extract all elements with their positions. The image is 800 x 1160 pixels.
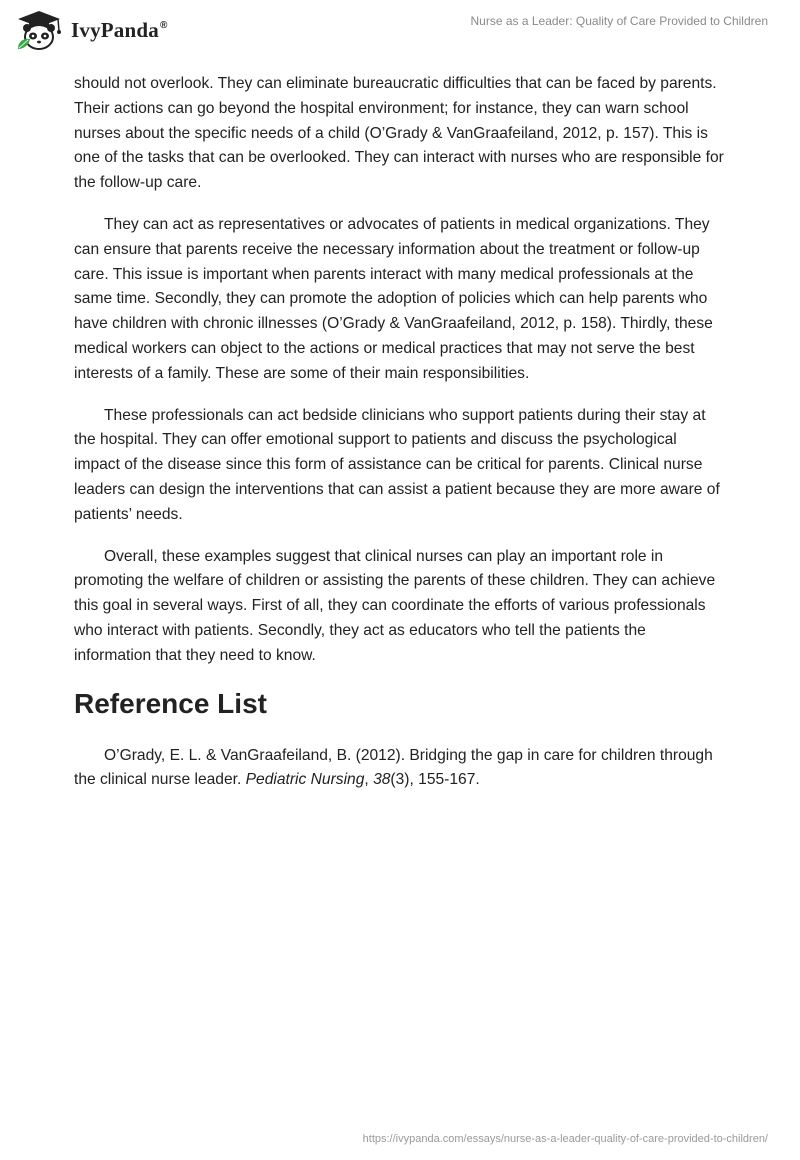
- page-header: [0, 0, 800, 60]
- body-paragraph: Overall, these examples suggest that clinical nurses can play an important role in promoting the welfare of children or assisting the parents of these children. They can achieve this goal in several ways. First of all, they can coordinate the efforts of various professionals who interact with patients. Secondly, they act as educators who tell the patients the information that they need to know.: [74, 547, 716, 664]
- panda-graduate-icon: [14, 9, 64, 51]
- document-title: Nurse as a Leader: Quality of Care Provided to Children: [470, 14, 768, 28]
- brand-name: IvyPanda®: [71, 17, 168, 42]
- body-paragraph: They can act as representatives or advocates of patients in medical organizations. They can ensure that parents receive the necessary information about the treatment or follow-up care. This issue is important when parents interact with many medical professionals at the same time. Secondly, they can promote the adoption of policies which can help parents who have children with chronic illnesses (O’Grady & VanGraafeiland, 2012, p. 158). Thirdly, these medical workers can object to the actions or medical practices that may not serve the best interests of a family. These are some of their main responsibilities.: [74, 215, 713, 382]
- reference-volume: 38: [373, 771, 391, 789]
- essay-body: [74, 72, 724, 810]
- reference-entry: [74, 744, 724, 794]
- reference-text: O’Grady, E. L. & VanGraafeiland, B. (2012). Bridging the gap in care for children through the clinical nurse leader.: [74, 746, 713, 789]
- ivypanda-logo[interactable]: [14, 9, 168, 51]
- reference-list-heading: Reference List: [74, 687, 267, 719]
- body-paragraph: These professionals can act bedside clinicians who support patients during their stay at the hospital. They can offer emotional support to patients and discuss the psychological impact of the disease since this form of assistance can be critical for parents. Clinical nurse leaders can design the interventions that can assist a patient because they are more aware of patients’ needs.: [74, 406, 720, 523]
- reference-tail: (3), 155-167.: [390, 771, 480, 789]
- reference-journal: Pediatric Nursing: [245, 771, 365, 789]
- registered-mark: ®: [159, 19, 168, 31]
- body-paragraph: should not overlook. They can eliminate bureaucratic difficulties that can be faced by parents. Their actions can go beyond the hospital environment; for instance, they can warn school nurses about the specific needs of a child (O’Grady & VanGraafeiland, 2012, p. 157). This is one of the tasks that can be overlooked. They can interact with nurses who are responsible for the follow-up care.: [74, 75, 724, 192]
- reference-separator: ,: [364, 771, 374, 789]
- source-url[interactable]: https://ivypanda.com/essays/nurse-as-a-leader-quality-of-care-provided-to-children/: [362, 1133, 768, 1145]
